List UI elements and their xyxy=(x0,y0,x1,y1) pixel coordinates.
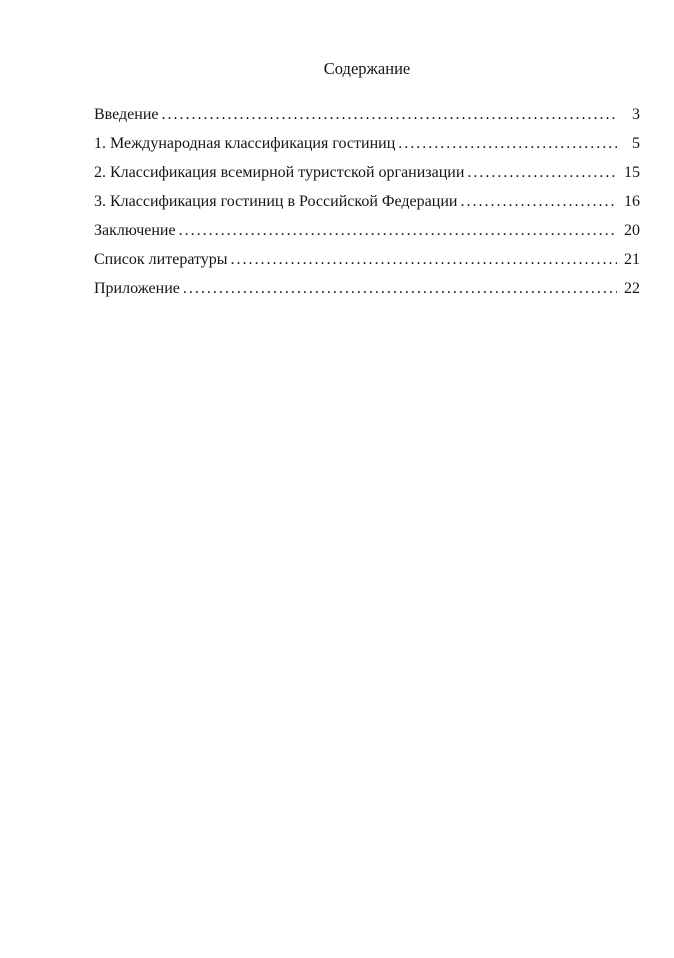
toc-entry-label: Заключение xyxy=(94,222,176,239)
dot-leader xyxy=(467,158,617,187)
page-title: Содержание xyxy=(323,59,411,78)
dot-leader xyxy=(231,245,617,274)
toc-entry-page-number: 21 xyxy=(624,251,640,268)
dot-leader xyxy=(460,187,617,216)
toc-entry[interactable] xyxy=(94,100,640,129)
toc-entry-page-number: 22 xyxy=(624,280,640,297)
toc-entry-page-number: 16 xyxy=(624,193,640,210)
toc-entry[interactable] xyxy=(94,158,640,187)
dot-leader xyxy=(183,274,617,303)
toc-entry-label: 2. Классификация всемирной туристской организации xyxy=(94,164,465,181)
toc-entry[interactable] xyxy=(94,129,640,158)
toc-entry-label: 3. Классификация гостиниц в Российской Федерации xyxy=(94,193,458,210)
toc-entry[interactable] xyxy=(94,274,640,303)
toc-entry-label: Список литературы xyxy=(94,251,228,268)
toc-entry-label: Приложение xyxy=(94,280,180,297)
dot-leader xyxy=(398,129,617,158)
toc-entry[interactable] xyxy=(94,245,640,274)
table-of-contents xyxy=(94,100,640,303)
toc-entry-page-number: 20 xyxy=(624,222,640,239)
toc-entry-label: 1. Международная классификация гостиниц xyxy=(94,135,396,152)
dot-leader xyxy=(179,216,617,245)
toc-entry-page-number: 5 xyxy=(632,135,640,152)
toc-entry-page-number: 15 xyxy=(624,164,640,181)
toc-entry[interactable] xyxy=(94,216,640,245)
toc-entry-page-number: 3 xyxy=(632,106,640,123)
toc-entry[interactable] xyxy=(94,187,640,216)
dot-leader xyxy=(162,100,618,129)
toc-entry-label: Введение xyxy=(94,106,159,123)
